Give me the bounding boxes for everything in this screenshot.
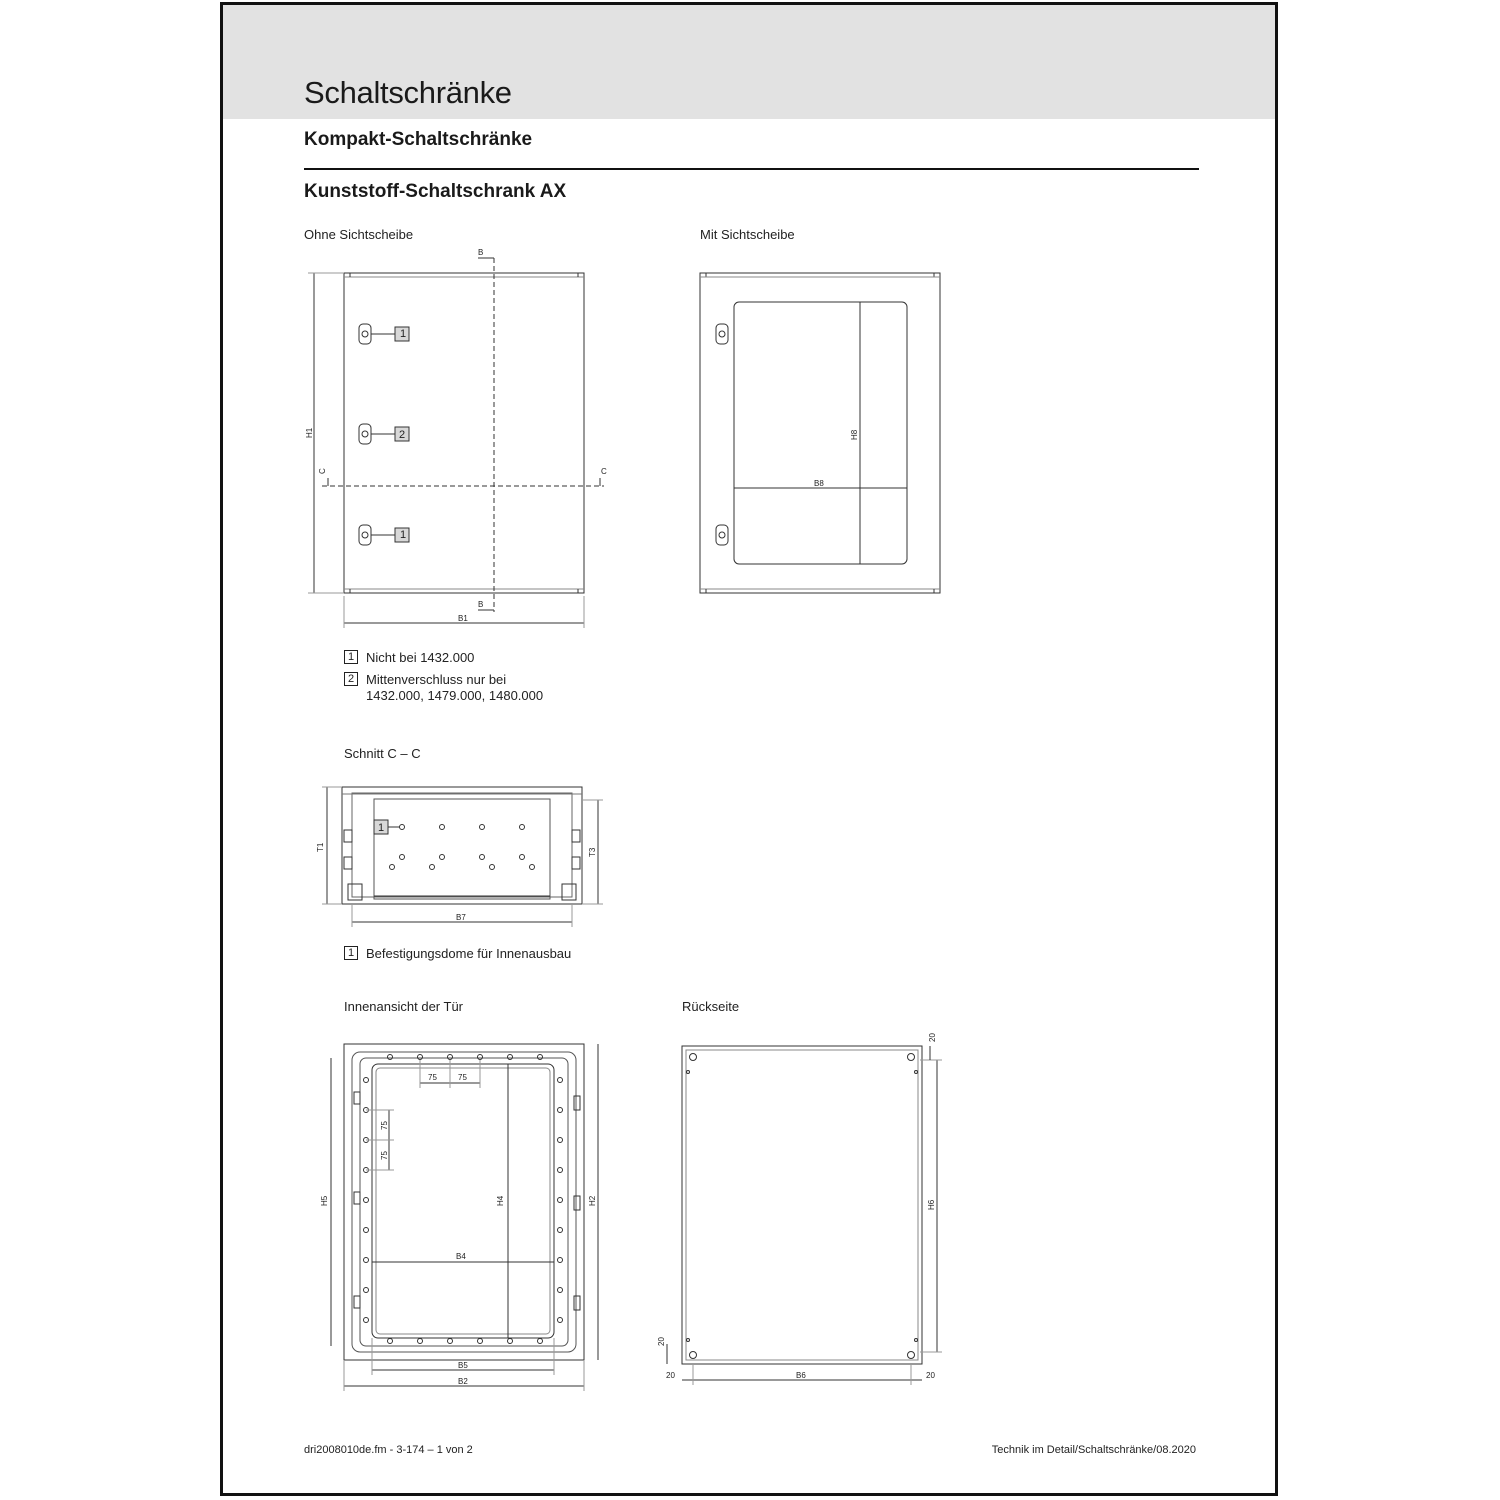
drawing-rear bbox=[667, 1046, 942, 1385]
dim-H6: H6 bbox=[927, 1199, 936, 1210]
dim-B1: B1 bbox=[458, 614, 468, 623]
legend-section-box-1: 1 bbox=[344, 946, 358, 960]
view-label-with-window: Mit Sichtscheibe bbox=[700, 227, 795, 242]
callout-1-bottom: 1 bbox=[400, 529, 407, 541]
dim-B-bottom: B bbox=[478, 600, 484, 609]
dim-T3: T3 bbox=[588, 847, 597, 857]
cabinet-window-outline bbox=[700, 273, 940, 593]
legend-section-text-1: Befestigungsdome für Innenausbau bbox=[366, 946, 572, 961]
drawing-section-cc bbox=[322, 787, 603, 927]
lock-1-top bbox=[359, 324, 371, 344]
window-lock-top bbox=[716, 324, 728, 344]
dim-H1: H1 bbox=[305, 427, 314, 438]
drawing-front-without-window bbox=[308, 258, 604, 628]
drawing-front-with-window bbox=[700, 273, 940, 593]
dim-C-right: C bbox=[601, 467, 607, 476]
callout-1-top: 1 bbox=[400, 328, 407, 340]
dim-75-v1: 75 bbox=[380, 1121, 389, 1130]
legend-box-1: 1 bbox=[344, 650, 358, 664]
callout-2: 2 bbox=[399, 429, 406, 441]
dim-T1: T1 bbox=[316, 842, 325, 852]
dim-20-top-right: 20 bbox=[928, 1033, 937, 1042]
viewing-window bbox=[734, 302, 907, 564]
lock-2-middle bbox=[359, 424, 371, 444]
dim-H2: H2 bbox=[588, 1195, 597, 1206]
dim-75-h1: 75 bbox=[428, 1073, 437, 1082]
cabinet-front-outline bbox=[344, 273, 584, 593]
legend-text-2b: 1432.000, 1479.000, 1480.000 bbox=[366, 688, 544, 703]
dim-B4: B4 bbox=[456, 1252, 466, 1261]
page-subtitle: Kompakt-Schaltschränke bbox=[304, 129, 533, 150]
dim-20-bottom-left-h: 20 bbox=[666, 1371, 675, 1380]
dim-B5: B5 bbox=[458, 1361, 468, 1370]
footer-right: Technik im Detail/Schaltschränke/08.2020 bbox=[991, 1444, 1196, 1456]
dim-20-bottom-left-v: 20 bbox=[657, 1337, 666, 1346]
dim-H5: H5 bbox=[320, 1195, 329, 1206]
view-label-without-window: Ohne Sichtscheibe bbox=[304, 227, 414, 242]
view-label-door-inside: Innenansicht der Tür bbox=[344, 999, 463, 1014]
page-title: Schaltschränke bbox=[304, 75, 512, 110]
dim-75-h2: 75 bbox=[458, 1073, 467, 1082]
section-callout-1: 1 bbox=[378, 822, 385, 834]
dim-B6: B6 bbox=[796, 1371, 806, 1380]
window-lock-bottom bbox=[716, 525, 728, 545]
dim-20-bottom-right-h: 20 bbox=[926, 1371, 935, 1380]
drawing-door-inside bbox=[331, 1044, 598, 1391]
dim-H4: H4 bbox=[496, 1195, 505, 1206]
legend-text-2: Mittenverschluss nur bei bbox=[366, 672, 507, 687]
view-label-section: Schnitt C – C bbox=[344, 746, 421, 761]
lock-1-bottom bbox=[359, 525, 371, 545]
dim-C-left: C bbox=[318, 468, 327, 474]
footer-left: dri2008010de.fm - 3-174 – 1 von 2 bbox=[304, 1444, 473, 1456]
dim-B-top: B bbox=[478, 248, 484, 257]
dim-75-v2: 75 bbox=[380, 1151, 389, 1160]
dim-B7: B7 bbox=[456, 913, 466, 922]
dim-B8: B8 bbox=[814, 479, 824, 488]
product-title: Kunststoff-Schaltschrank AX bbox=[304, 181, 567, 202]
dim-H8: H8 bbox=[850, 429, 859, 440]
legend-text-1: Nicht bei 1432.000 bbox=[366, 650, 475, 665]
legend-box-2: 2 bbox=[344, 672, 358, 686]
view-label-rear: Rückseite bbox=[682, 999, 740, 1014]
dim-B2: B2 bbox=[458, 1377, 468, 1386]
